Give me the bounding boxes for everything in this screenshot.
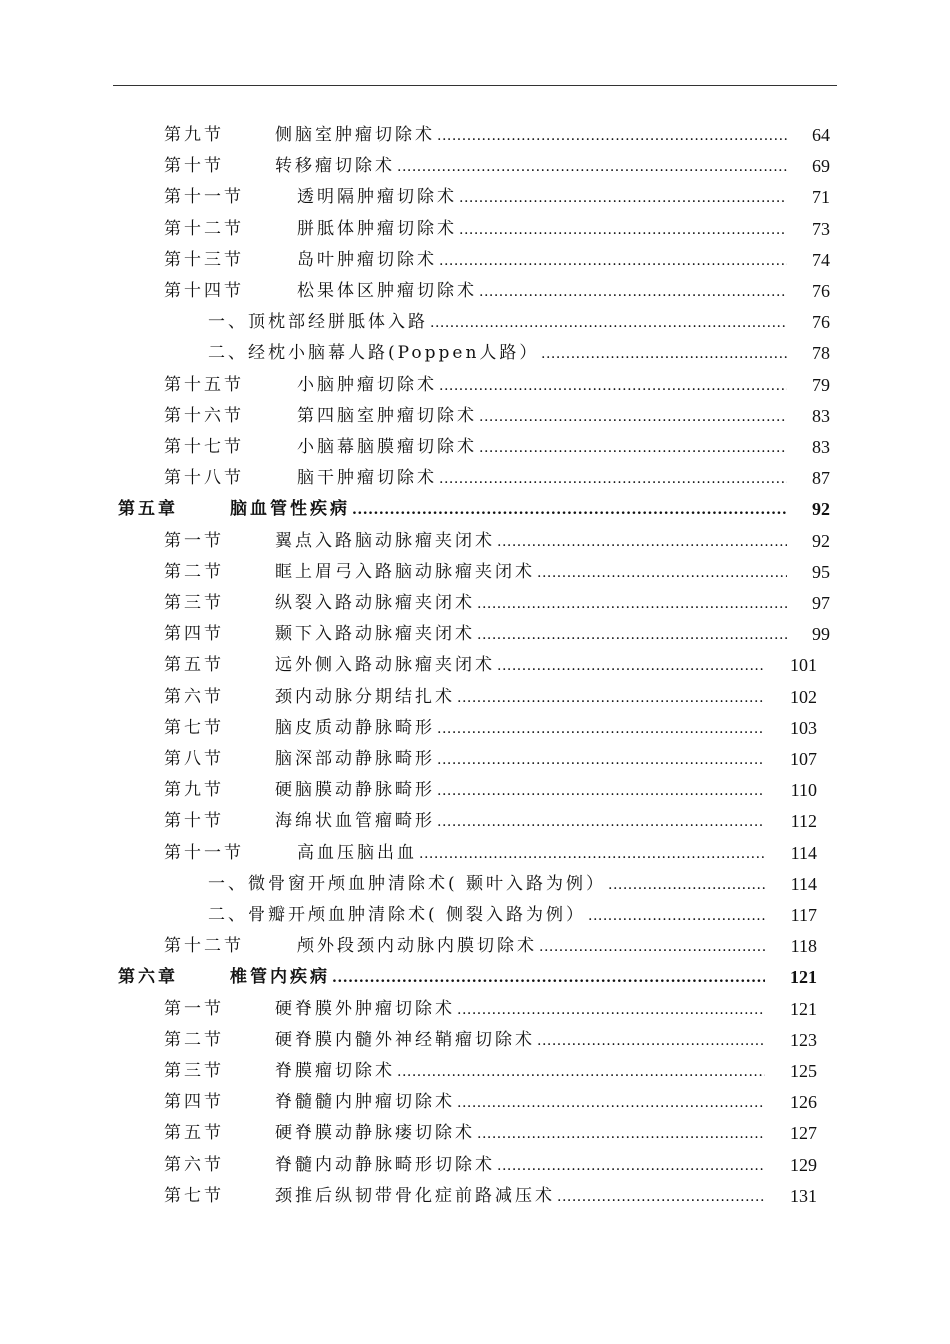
toc-page-number: 117 (790, 905, 817, 925)
toc-page-number: 74 (812, 249, 830, 270)
toc-page-number: 112 (790, 811, 817, 832)
toc-section-entry[interactable] (0, 1118, 950, 1149)
toc-entry-label: 第十五节 (164, 374, 244, 395)
toc-section-entry[interactable] (0, 775, 950, 806)
toc-entry-label: 第五章 (118, 499, 178, 520)
toc-entry-title: 小脑幕脑膜瘤切除术 (297, 437, 477, 457)
toc-entry-title: 远外侧入路动脉瘤夹闭术 (275, 655, 495, 676)
toc-entry-label: 第十三节 (164, 249, 244, 270)
toc-dot-leader (352, 494, 787, 525)
toc-dot-leader (497, 1150, 765, 1181)
toc-entry-label: 第十节 (164, 156, 224, 177)
toc-dot-leader (459, 214, 787, 245)
toc-section-entry[interactable] (0, 744, 950, 775)
toc-section-entry[interactable] (0, 1056, 950, 1087)
toc-entry-title: 二、经枕小脑幕人路(Poppen人路） (208, 343, 540, 364)
toc-section-entry[interactable] (0, 151, 950, 182)
toc-dot-leader (541, 338, 787, 369)
toc-page-number: 103 (790, 717, 817, 738)
toc-dot-leader (439, 370, 787, 401)
toc-entry-label: 第四节 (164, 624, 224, 645)
toc-entry-title: 眶上眉弓入路脑动脉瘤夹闭术 (275, 561, 535, 582)
toc-entry-label: 第九节 (164, 125, 224, 145)
toc-page-number: 83 (812, 437, 830, 457)
toc-page-number: 129 (790, 1154, 817, 1175)
toc-page-number: 114 (790, 873, 817, 894)
toc-page-number: 92 (812, 499, 830, 520)
toc-dot-leader (479, 276, 787, 307)
toc-entry-label: 第十二节 (164, 218, 244, 239)
toc-dot-leader (437, 775, 765, 806)
toc-page-number: 121 (790, 998, 817, 1019)
toc-entry-label: 第十四节 (164, 281, 244, 301)
toc-entry-title: 一、顶枕部经胼胝体入路 (208, 312, 428, 333)
toc-entry-title: 转移瘤切除术 (275, 156, 395, 177)
toc-entry-label: 第十节 (164, 811, 224, 832)
toc-entry-label: 第六节 (164, 686, 224, 707)
toc-page-number: 123 (790, 1029, 817, 1050)
toc-entry-label: 第六节 (164, 1154, 224, 1175)
toc-entry-title: 颈推后纵韧带骨化症前路减压术 (275, 1185, 555, 1206)
toc-section-entry[interactable] (0, 432, 950, 463)
toc-section-entry[interactable] (0, 1181, 950, 1212)
toc-entry-label: 第七节 (164, 1185, 224, 1206)
toc-page-number: 114 (790, 842, 817, 863)
toc-page-number: 87 (812, 468, 830, 489)
toc-page-number: 99 (812, 624, 830, 645)
toc-entry-label: 第十二节 (164, 936, 244, 957)
toc-section-entry[interactable] (0, 182, 950, 213)
toc-dot-leader (457, 1087, 765, 1118)
toc-dot-leader (479, 401, 787, 432)
toc-dot-leader (439, 463, 787, 494)
toc-entry-title: 侧脑室肿瘤切除术 (275, 125, 435, 145)
toc-entry-title: 一、微骨窗开颅血肿清除术( 颞叶入路为例） (208, 873, 607, 894)
toc-dot-leader (477, 588, 787, 619)
toc-page-number: 107 (790, 749, 817, 769)
toc-section-entry[interactable] (0, 120, 950, 151)
toc-subentry[interactable] (0, 338, 950, 369)
toc-entry-title: 硬脊膜动静脉瘘切除术 (275, 1123, 475, 1144)
toc-entry-title: 椎管内疾病 (230, 967, 330, 988)
toc-dot-leader (608, 869, 765, 900)
toc-entry-label: 第五节 (164, 1123, 224, 1144)
toc-entry-label: 第五节 (164, 655, 224, 676)
toc-page-number: 97 (812, 593, 830, 613)
toc-entry-label: 第七节 (164, 717, 224, 738)
toc-subentry[interactable] (0, 900, 950, 931)
toc-page-number: 95 (812, 561, 830, 582)
toc-dot-leader (537, 1025, 765, 1056)
toc-entry-label: 第四节 (164, 1092, 224, 1113)
toc-entry-label: 第二节 (164, 561, 224, 582)
toc-entry-label: 第八节 (164, 749, 224, 769)
toc-section-entry[interactable] (0, 682, 950, 713)
toc-entry-title: 脑皮质动静脉畸形 (275, 717, 435, 738)
toc-entry-title: 小脑肿瘤切除术 (297, 374, 437, 395)
toc-section-entry[interactable] (0, 1025, 950, 1056)
toc-entry-label: 第十六节 (164, 405, 244, 426)
toc-page-number: 83 (812, 405, 830, 426)
toc-dot-leader (430, 307, 787, 338)
toc-section-entry[interactable] (0, 588, 950, 619)
toc-entry-label: 第一节 (164, 998, 224, 1019)
toc-page-number: 118 (790, 936, 817, 957)
toc-entry-title: 硬脊膜内髓外神经鞘瘤切除术 (275, 1029, 535, 1050)
toc-section-entry[interactable] (0, 1087, 950, 1118)
toc-entry-title: 颅外段颈内动脉内膜切除术 (297, 936, 537, 957)
toc-entry-title: 硬脊膜外肿瘤切除术 (275, 998, 455, 1019)
header-rule (113, 85, 837, 86)
toc-entry-title: 海绵状血管瘤畸形 (275, 811, 435, 832)
toc-page-number: 125 (790, 1061, 817, 1081)
toc-entry-label: 第十一节 (164, 187, 244, 208)
toc-entry-label: 第一节 (164, 530, 224, 551)
toc-entry-title: 透明隔肿瘤切除术 (297, 187, 457, 208)
toc-dot-leader (397, 1056, 765, 1087)
toc-section-entry[interactable] (0, 557, 950, 588)
toc-entry-title: 颈内动脉分期结扎术 (275, 686, 455, 707)
toc-section-entry[interactable] (0, 463, 950, 494)
toc-page-number: 73 (812, 218, 830, 239)
toc-entry-title: 脑血管性疾病 (230, 499, 350, 520)
toc-page-number: 127 (790, 1123, 817, 1144)
toc-entry-title: 胼胝体肿瘤切除术 (297, 218, 457, 239)
toc-entry-label: 第三节 (164, 593, 224, 613)
toc-section-entry[interactable] (0, 838, 950, 869)
toc-section-entry[interactable] (0, 276, 950, 307)
toc-section-entry[interactable] (0, 931, 950, 962)
toc-dot-leader (537, 557, 787, 588)
toc-section-entry[interactable] (0, 650, 950, 681)
toc-entry-title: 岛叶肿瘤切除术 (297, 249, 437, 270)
toc-section-entry[interactable] (0, 214, 950, 245)
toc-entry-label: 第三节 (164, 1061, 224, 1081)
toc-entry-label: 第九节 (164, 780, 224, 801)
toc-dot-leader (457, 682, 765, 713)
toc-entry-label: 第十八节 (164, 468, 244, 489)
toc-entry-title: 松果体区肿瘤切除术 (297, 281, 477, 301)
toc-dot-leader (332, 962, 765, 993)
toc-page-number: 92 (812, 530, 830, 551)
toc-dot-leader (457, 994, 765, 1025)
toc-section-entry[interactable] (0, 994, 950, 1025)
toc-page-number: 110 (790, 780, 817, 801)
toc-dot-leader (497, 526, 787, 557)
toc-entry-title: 高血压脑出血 (297, 842, 417, 863)
toc-entry-title: 翼点入路脑动脉瘤夹闭术 (275, 530, 495, 551)
toc-subentry[interactable] (0, 307, 950, 338)
toc-dot-leader (588, 900, 765, 931)
toc-entry-title: 脊膜瘤切除术 (275, 1061, 395, 1081)
toc-dot-leader (437, 713, 765, 744)
toc-section-entry[interactable] (0, 1150, 950, 1181)
toc-dot-leader (477, 619, 787, 650)
toc-section-entry[interactable] (0, 526, 950, 557)
toc-page-number: 101 (790, 655, 817, 676)
toc-entry-title: 颞下入路动脉瘤夹闭术 (275, 624, 475, 645)
toc-section-entry[interactable] (0, 245, 950, 276)
toc-chapter-entry[interactable] (0, 494, 950, 525)
toc-dot-leader (437, 744, 765, 775)
toc-entry-title: 第四脑室肿瘤切除术 (297, 405, 477, 426)
toc-section-entry[interactable] (0, 401, 950, 432)
toc-page-number: 102 (790, 686, 817, 707)
toc-page-number: 64 (812, 125, 830, 145)
toc-page-number: 69 (812, 156, 830, 177)
toc-dot-leader (437, 806, 765, 837)
toc-page-number: 126 (790, 1092, 817, 1113)
toc-entry-label: 第二节 (164, 1029, 224, 1050)
toc-entry-title: 脊髓髓内肿瘤切除术 (275, 1092, 455, 1113)
toc-dot-leader (557, 1181, 765, 1212)
toc-entry-title: 脑深部动静脉畸形 (275, 749, 435, 769)
toc-page-number: 71 (812, 187, 830, 208)
toc-page-number: 78 (812, 343, 830, 364)
toc-dot-leader (437, 120, 787, 151)
toc-dot-leader (479, 432, 787, 463)
toc-entry-title: 纵裂入路动脉瘤夹闭术 (275, 593, 475, 613)
toc-section-entry[interactable] (0, 713, 950, 744)
toc-chapter-entry[interactable] (0, 962, 950, 993)
toc-dot-leader (397, 151, 787, 182)
toc-section-entry[interactable] (0, 619, 950, 650)
toc-subentry[interactable] (0, 869, 950, 900)
toc-dot-leader (477, 1118, 765, 1149)
toc-entry-label: 第十七节 (164, 437, 244, 457)
toc-section-entry[interactable] (0, 370, 950, 401)
toc-page-number: 121 (790, 967, 817, 988)
toc-entry-title: 脑干肿瘤切除术 (297, 468, 437, 489)
toc-dot-leader (497, 650, 765, 681)
toc-page-number: 76 (812, 312, 830, 333)
toc-page-number: 76 (812, 281, 830, 301)
toc-page-number: 79 (812, 374, 830, 395)
toc-entry-title: 硬脑膜动静脉畸形 (275, 780, 435, 801)
toc-entry-title: 脊髓内动静脉畸形切除术 (275, 1154, 495, 1175)
toc-section-entry[interactable] (0, 806, 950, 837)
toc-page-number: 131 (790, 1185, 817, 1206)
toc-dot-leader (419, 838, 765, 869)
toc-entry-label: 第十一节 (164, 842, 244, 863)
toc-dot-leader (439, 245, 787, 276)
toc-entry-label: 第六章 (118, 967, 178, 988)
toc-entry-title: 二、骨瓣开颅血肿清除术( 侧裂入路为例） (208, 905, 587, 925)
toc-dot-leader (539, 931, 765, 962)
toc-dot-leader (459, 182, 787, 213)
